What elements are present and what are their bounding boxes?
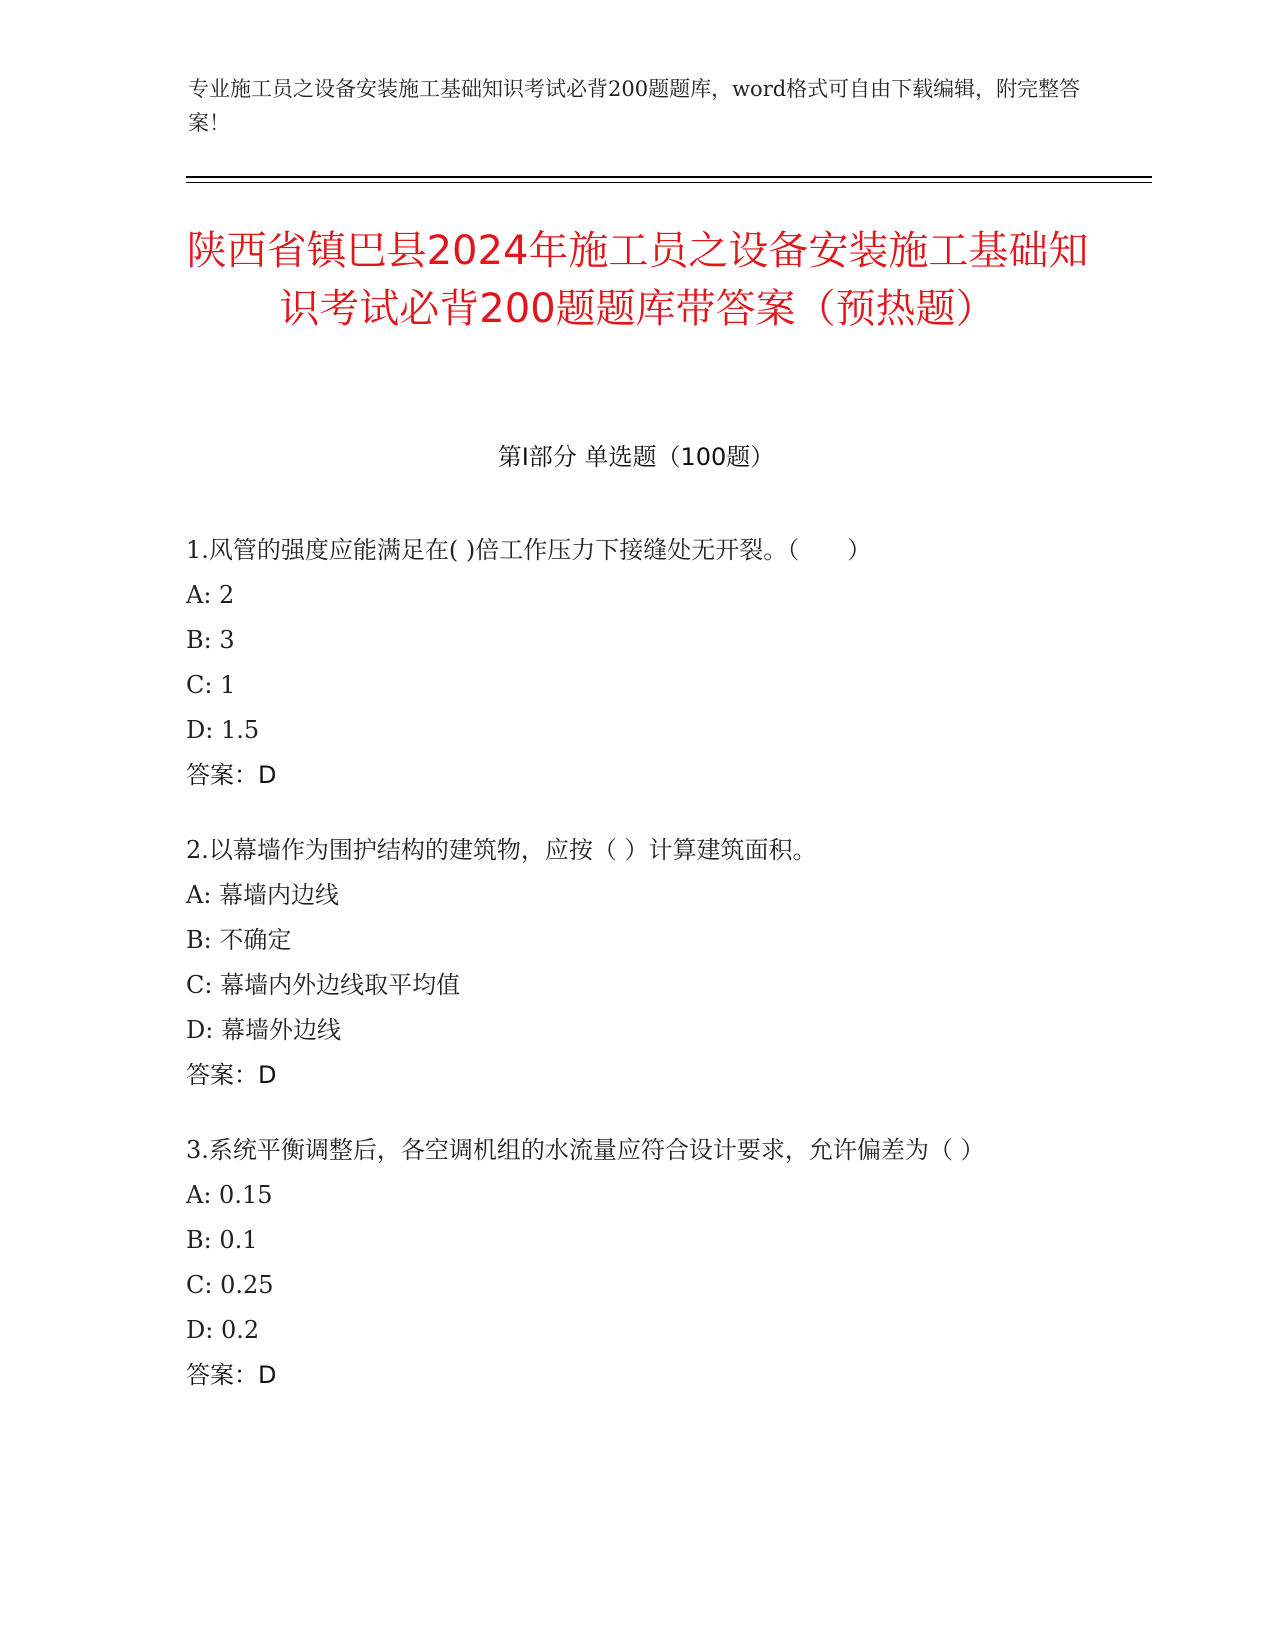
option-a: A: 0.15 — [186, 1181, 273, 1209]
answer-text: 答案：D — [186, 761, 277, 789]
option-a: A: 2 — [186, 581, 235, 609]
option-d: D: 0.2 — [186, 1316, 260, 1344]
answer-text: 答案：D — [186, 1361, 277, 1389]
answer-text: 答案：D — [186, 1061, 277, 1089]
option-d: D: 幕墙外边线 — [186, 1016, 341, 1044]
option-c: C: 1 — [186, 671, 236, 699]
option-d: D: 1.5 — [186, 716, 260, 744]
option-c: C: 0.25 — [186, 1271, 274, 1299]
question-item — [186, 828, 1066, 1098]
question-item — [186, 1128, 1066, 1398]
question-stem: 3.系统平衡调整后，各空调机组的水流量应符合设计要求，允许偏差为（ ） — [186, 1136, 985, 1164]
question-stem: 2.以幕墙作为围护结构的建筑物，应按（ ）计算建筑面积。 — [186, 836, 817, 864]
question-stem: 1.风管的强度应能满足在( )倍工作压力下接缝处无开裂。（ ） — [186, 536, 872, 564]
question-item — [186, 528, 1066, 798]
option-b: B: 不确定 — [186, 926, 292, 954]
document-title: 陕西省镇巴县2024年施工员之设备安装施工基础知识考试必背200题题库带答案（预热题） — [186, 228, 1089, 332]
header-rule-thin — [186, 182, 1152, 183]
option-b: B: 3 — [186, 626, 235, 654]
section-title: 第Ⅰ部分 单选题（100题） — [497, 443, 775, 471]
option-c: C: 幕墙内外边线取平均值 — [186, 971, 461, 999]
question-list — [186, 528, 1066, 1428]
header-rule-thick — [186, 176, 1152, 178]
option-a: A: 幕墙内边线 — [186, 881, 340, 909]
option-b: B: 0.1 — [186, 1226, 258, 1254]
header-note: 专业施工员之设备安装施工基础知识考试必背200题题库，word格式可自由下载编辑，附完整答案！ — [188, 77, 1081, 135]
